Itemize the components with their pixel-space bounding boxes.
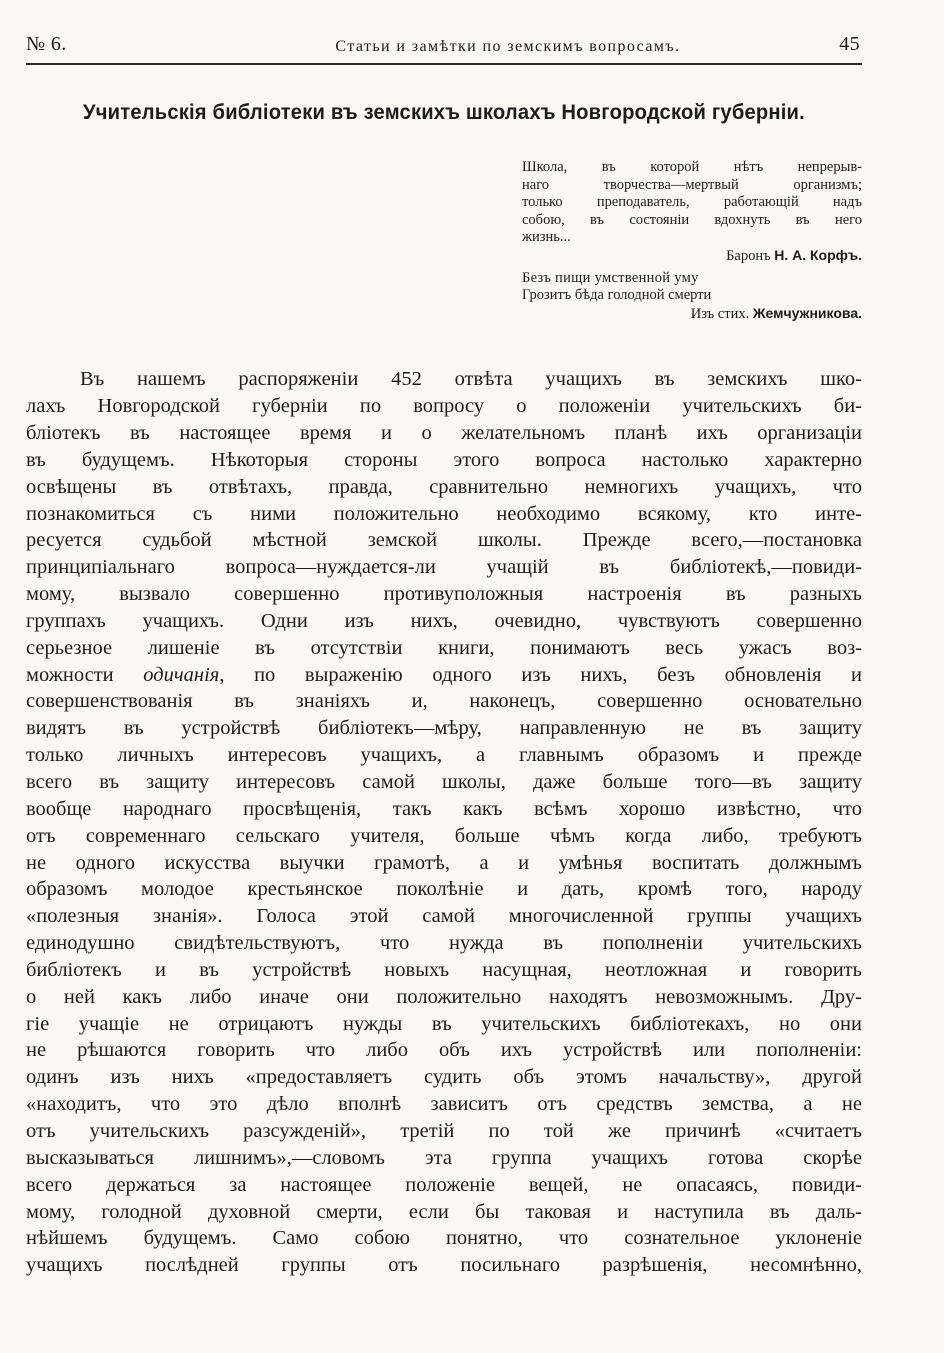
body-line: совершенствованія въ знаніяхъ и, наконецъ, совершенно основательно (26, 690, 862, 713)
italic-word: одичанія (143, 663, 220, 686)
body-line: вообще народнаго просвѣщенія, такъ какъ всѣмъ хорошо извѣстно, что (26, 797, 862, 820)
body-line: о ней какъ либо иначе они положительно находятъ невозможнымъ. Дру- (26, 985, 862, 1008)
body-line: учащихъ послѣдней группы отъ посильнаго разрѣшенія, несомнѣнно, (26, 1254, 862, 1277)
article-body (26, 366, 862, 1279)
body-line-start: можности (26, 663, 144, 686)
epigraph (522, 159, 862, 323)
body-line: бліотекъ въ настоящее время и о желательномъ планѣ ихъ организаціи (26, 422, 862, 445)
body-line-with-italic (26, 662, 862, 689)
epigraph-quote-line: только преподаватель, работающій надъ (522, 194, 862, 211)
body-line: библіотекъ и въ устройствѣ новыхъ насущная, неотложная и говорить (26, 958, 862, 981)
body-line: «находитъ, что это дѣло вполнѣ зависитъ отъ средствъ земства, а не (26, 1093, 862, 1116)
epigraph-poem-source: Изъ стих. (690, 305, 750, 322)
body-line: ресуется судьбой мѣстной земской школы. Прежде всего,—постановка (26, 529, 862, 552)
epigraph-poem-author: Жемчужникова. (752, 304, 862, 321)
body-line: только личныхъ интересовъ учащихъ, а главнымъ образомъ и прежде (26, 744, 862, 767)
body-line: всего въ защиту интересовъ самой школы, даже больше того—въ защиту (26, 771, 862, 793)
epigraph-quote-line: Школа, въ которой нѣтъ непрерыв- (522, 159, 862, 175)
epigraph-author: Н. А. Корфъ. (774, 246, 862, 263)
body-line: освѣщены въ отвѣтахъ, правда, сравнительно немногихъ учащихъ, что (26, 475, 862, 498)
body-line: серьезное лишеніе въ отсутствіи книги, понимаютъ весь ужасъ воз- (26, 636, 862, 659)
running-header (26, 30, 862, 61)
epigraph-poem-line: Безъ пищи умственной уму (522, 269, 699, 286)
body-line: въ будущемъ. Нѣкоторыя стороны этого вопроса настолько характерно (26, 448, 862, 471)
body-line: принципіальнаго вопроса—нуждается-ли учащій въ библіотекѣ,—повиди- (26, 556, 862, 579)
body-line: одинъ изъ нихъ «предоставляетъ судить объ этомъ начальству», другой (26, 1066, 862, 1089)
body-line: гіе учащіе не отрицаютъ нужды въ учительскихъ библіотекахъ, но они (26, 1012, 862, 1035)
body-line: лахъ Новгородской губерніи по вопросу о положеніи учительскихъ би- (26, 395, 862, 418)
page-number: 45 (839, 33, 860, 55)
body-line: образомъ молодое крестьянское поколѣніе и дать, кромѣ того, народу (26, 878, 862, 901)
epigraph-quote-line: наго творчества—мертвый организмъ; (522, 176, 862, 193)
body-line: мому, вызвало совершенно противуположныя настроенія въ разныхъ (26, 583, 862, 606)
issue-number: № 6. (26, 33, 67, 55)
body-line: «полезныя знанія». Голоса этой самой многочисленной группы учащихъ (26, 905, 862, 928)
epigraph-poem-line: Грозитъ бѣда голодной смерти (522, 287, 712, 304)
epigraph-poem (522, 270, 862, 324)
epigraph-author-prefix: Баронъ (726, 247, 771, 264)
header-rule (26, 63, 862, 65)
book-page (26, 30, 862, 1279)
epigraph-quote-line: жизнь... (522, 229, 571, 246)
epigraph-quote-line: собою, въ состояніи вдохнуть въ него (522, 211, 862, 228)
body-line: группахъ учащихъ. Одни изъ нихъ, очевидно, чувствуютъ совершенно (26, 609, 862, 632)
body-line: единодушно свидѣтельствуютъ, что нужда въ пополненіи учительскихъ (26, 932, 862, 955)
body-line: познакомиться съ ними положительно необходимо всякому, кто инте- (26, 502, 862, 525)
body-line: видятъ въ устройствѣ библіотекъ—мѣру, направленную не въ защиту (26, 717, 862, 740)
body-line: высказываться лишнимъ»,—словомъ эта группа учащихъ готова скорѣе (26, 1146, 862, 1169)
body-line: отъ современнаго сельскаго учителя, больше чѣмъ когда либо, требуютъ (26, 824, 862, 847)
body-line: нѣйшемъ будущемъ. Само собою понятно, что сознательное уклоненіе (26, 1227, 862, 1250)
epigraph-attribution (522, 247, 862, 266)
body-line: всего держаться за настоящее положеніе вещей, не опасаясь, повиди- (26, 1173, 862, 1196)
body-line: Въ нашемъ распоряженіи 452 отвѣта учащихъ въ земскихъ шко- (80, 368, 862, 391)
body-line: не одного искусства выучки грамотѣ, а и умѣнья воспитать должнымъ (26, 851, 862, 874)
body-line: отъ учительскихъ разсужденій», третій по той же причинѣ «считаетъ (26, 1119, 862, 1142)
body-line: не рѣшаются говорить что либо объ ихъ устройствѣ или пополненіи: (26, 1039, 862, 1062)
body-line-rest: , по выраженію одного изъ нихъ, безъ обновленія и (219, 663, 862, 686)
body-line: мому, голодной духовной смерти, если бы таковая и наступила въ даль- (26, 1200, 862, 1223)
article-title: Учительскія библіотеки въ земскихъ школахъ Новгородской губерніи. (83, 101, 805, 124)
epigraph-poem-attribution (522, 305, 862, 324)
section-title: Статьи и замѣтки по земскимъ вопросамъ. (335, 38, 681, 55)
